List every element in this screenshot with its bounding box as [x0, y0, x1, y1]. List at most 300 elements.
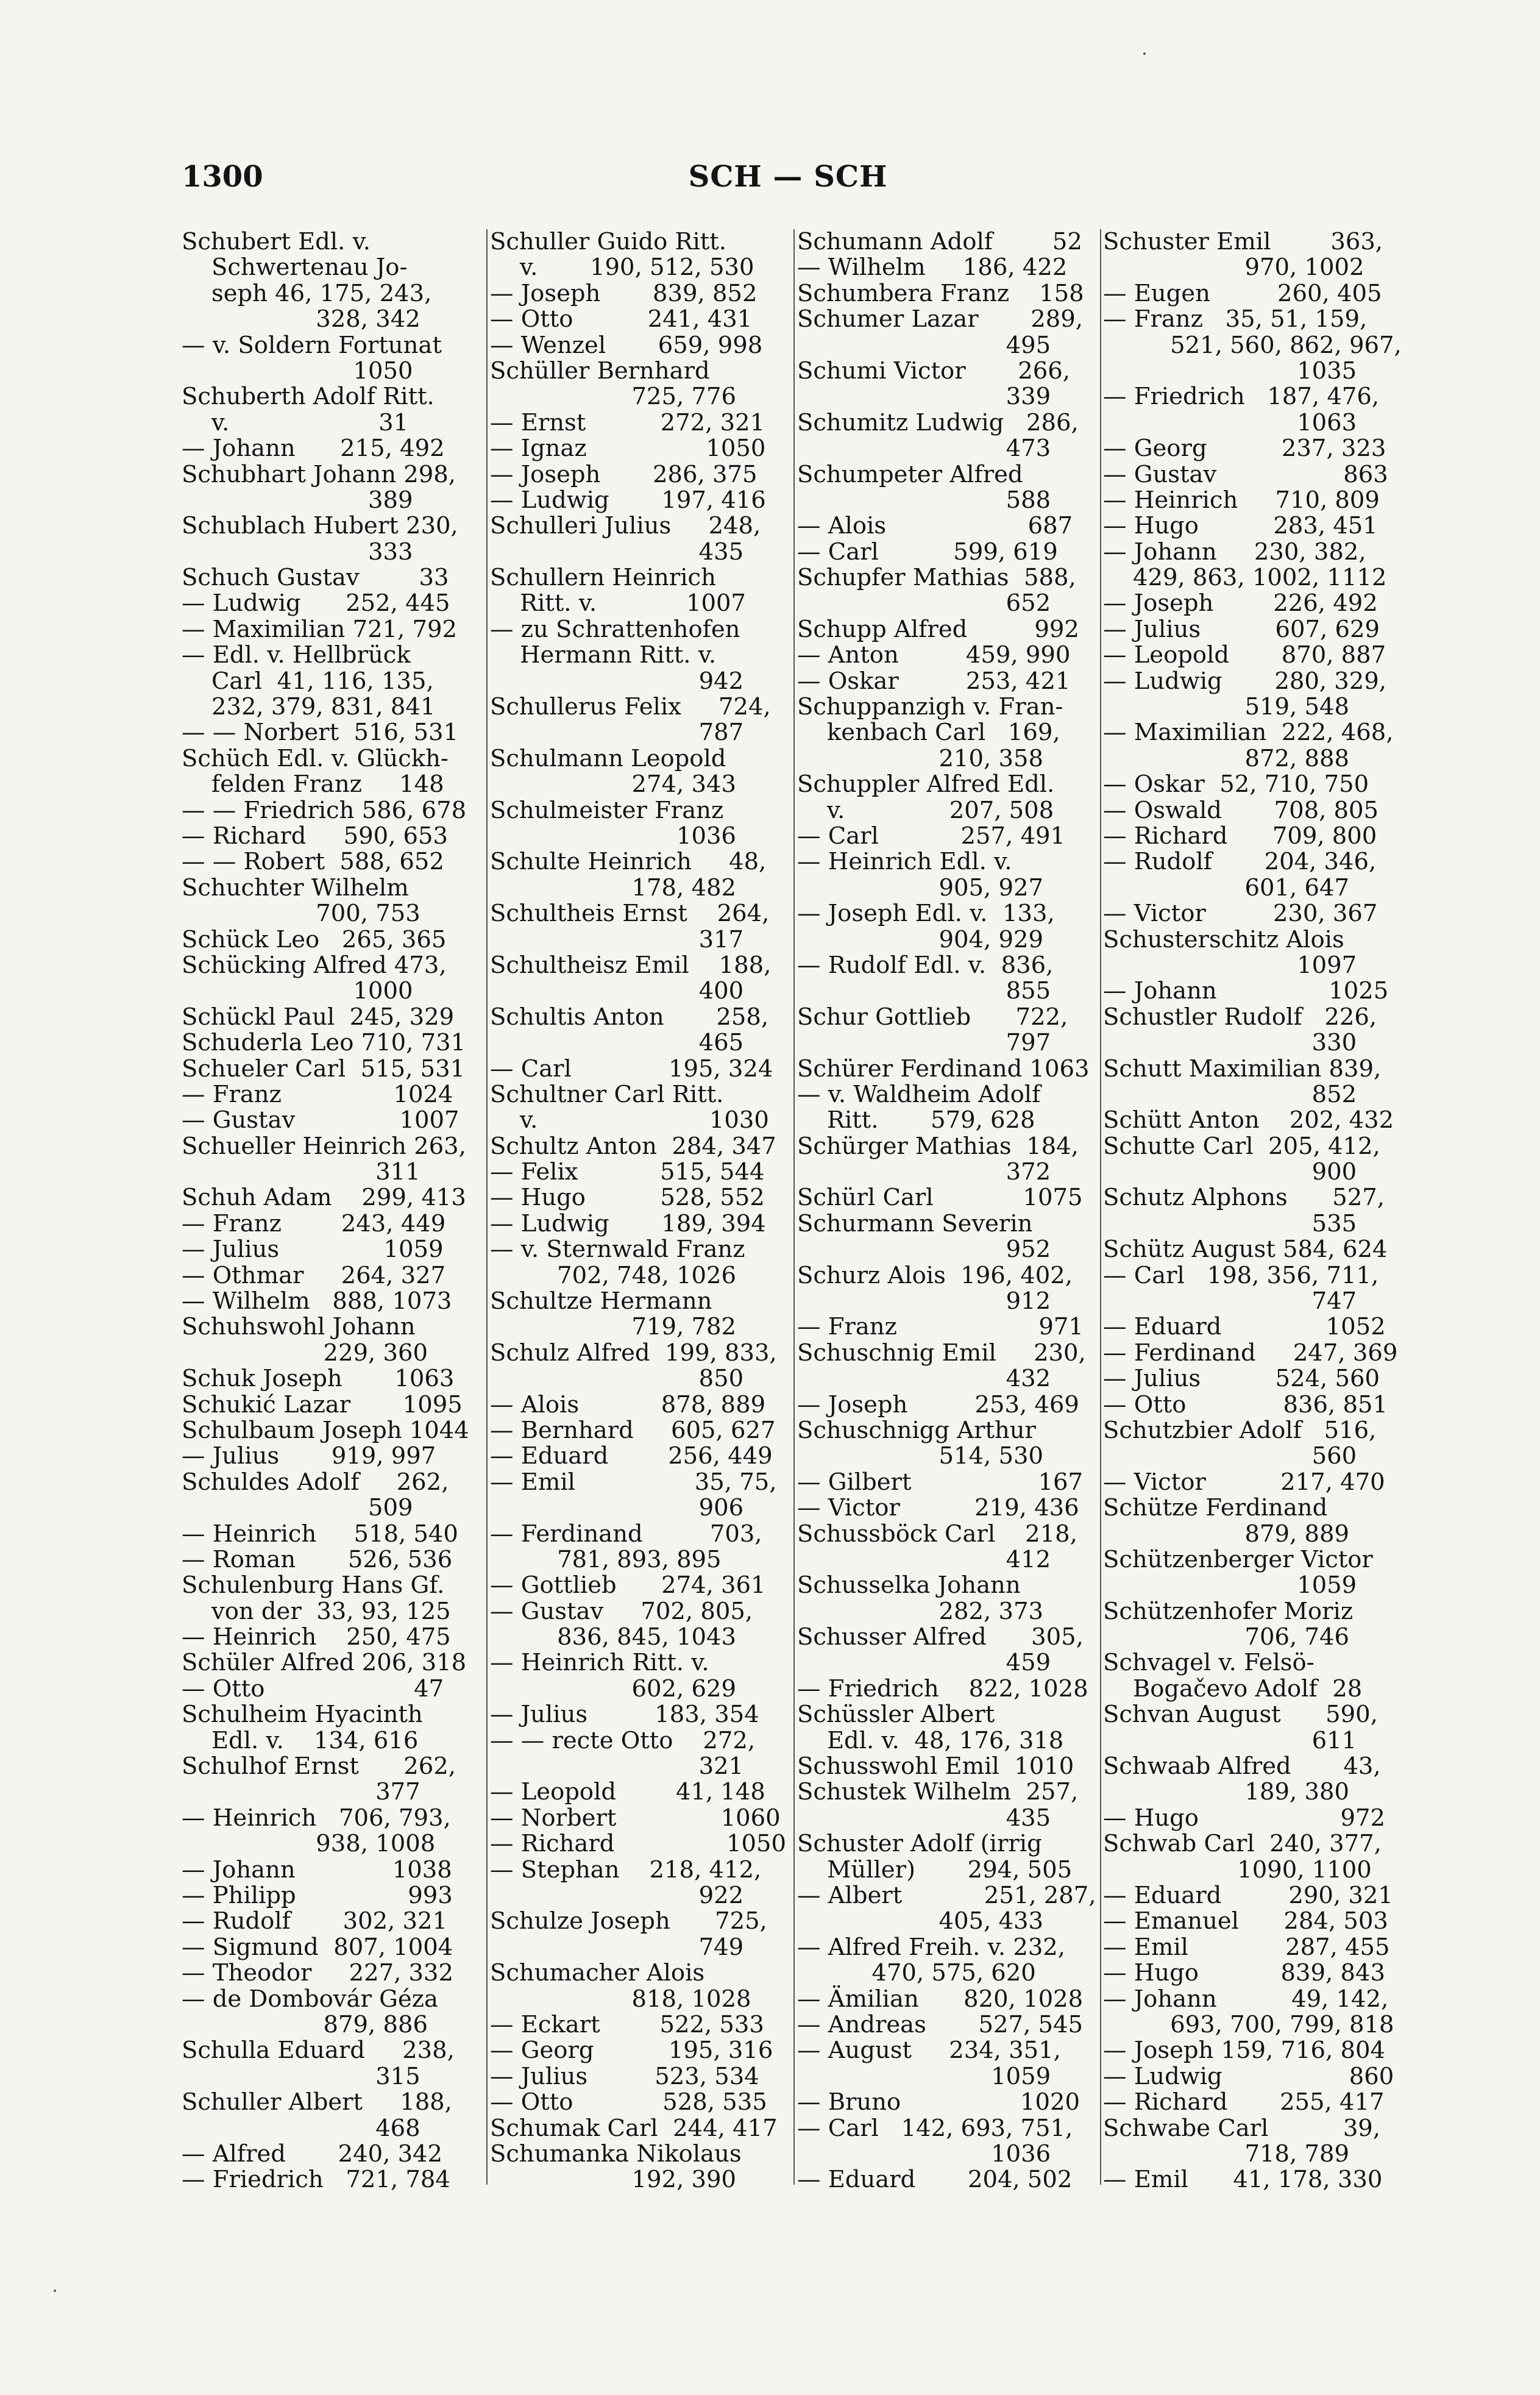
- index-line: — Heinrich 706, 793,: [182, 1804, 451, 1832]
- index-line: Schusselka Johann: [797, 1571, 1021, 1600]
- index-line: — Heinrich 518, 540: [182, 1520, 458, 1548]
- index-line: — Hugo 283, 451: [1103, 512, 1378, 540]
- index-line: Schulmann Leopold: [490, 744, 726, 772]
- index-line: — Emil 287, 455: [1103, 1933, 1390, 1961]
- index-line: Schubert Edl. v.: [182, 228, 371, 255]
- index-line: 1000: [182, 977, 413, 1005]
- index-line: — Otto 836, 851: [1103, 1390, 1388, 1418]
- index-line: Schustek Wilhelm 257,: [797, 1778, 1079, 1806]
- index-line: Schulbaum Joseph 1044: [182, 1416, 469, 1444]
- index-line: 189, 380: [1103, 1778, 1349, 1806]
- index-line: — Joseph 226, 492: [1103, 589, 1378, 617]
- index-line: Schürer Ferdinand 1063: [797, 1055, 1090, 1083]
- index-line: — Stephan 218, 412,: [490, 1856, 762, 1884]
- index-line: — Franz 243, 449: [182, 1209, 446, 1237]
- index-line: Schultis Anton 258,: [490, 1003, 769, 1031]
- index-line: 192, 390: [490, 2166, 736, 2194]
- index-line: 519, 548: [1103, 693, 1349, 721]
- index-line: 210, 358: [797, 744, 1043, 772]
- index-line: 818, 1028: [490, 1985, 751, 2013]
- index-line: — Otto 241, 431: [490, 305, 753, 333]
- index-line: Schutte Carl 205, 412,: [1103, 1132, 1380, 1160]
- index-line: — Hugo 839, 843: [1103, 1959, 1385, 1987]
- index-line: — Felix 515, 544: [490, 1158, 765, 1186]
- index-line: — Otto 528, 535: [490, 2088, 767, 2116]
- index-column-4: [1103, 228, 1402, 2194]
- index-line: 429, 863, 1002, 1112: [1103, 564, 1387, 592]
- index-line: 905, 927: [797, 874, 1043, 902]
- index-line: Schupp Alfred 992: [797, 615, 1079, 643]
- index-line: — Norbert 1060: [490, 1804, 781, 1832]
- index-line: 1090, 1100: [1103, 1856, 1372, 1884]
- index-line: 652: [797, 589, 1051, 617]
- index-line: Schutt Maximilian 839,: [1103, 1055, 1382, 1083]
- index-line: — Ämilian 820, 1028: [797, 1985, 1084, 2013]
- index-line: — Ludwig 252, 445: [182, 589, 450, 617]
- index-line: Schumak Carl 244, 417: [490, 2114, 778, 2142]
- index-line: Schückl Paul 245, 329: [182, 1003, 455, 1031]
- index-line: 1050: [182, 357, 413, 385]
- index-line: Schussböck Carl 218,: [797, 1520, 1077, 1548]
- index-line: — Hugo 972: [1103, 1804, 1385, 1832]
- index-line: — Emil 35, 75,: [490, 1468, 777, 1496]
- index-line: — Heinrich 710, 809: [1103, 486, 1380, 514]
- index-line: 693, 700, 799, 818: [1103, 2010, 1394, 2038]
- index-line: — Leopold 41, 148: [490, 1778, 765, 1806]
- index-line: — Ludwig 197, 416: [490, 486, 766, 514]
- index-line: — Andreas 527, 545: [797, 2010, 1083, 2038]
- index-line: Schwabe Carl 39,: [1103, 2114, 1381, 2142]
- index-line: Schuberth Adolf Ritt.: [182, 383, 435, 411]
- index-line: 952: [797, 1236, 1051, 1264]
- index-line: — Ludwig 189, 394: [490, 1209, 766, 1237]
- index-line: — Friedrich 187, 476,: [1103, 383, 1380, 411]
- index-line: 432: [797, 1365, 1051, 1393]
- index-line: Schumanka Nikolaus: [490, 2140, 742, 2168]
- index-line: 282, 373: [797, 1597, 1043, 1625]
- index-line: Schvagel v. Felsö-: [1103, 1649, 1315, 1677]
- index-line: — Maximilian 721, 792: [182, 615, 458, 643]
- index-line: — Victor 219, 436: [797, 1494, 1079, 1522]
- index-line: — Wenzel 659, 998: [490, 331, 763, 359]
- index-column-2: [490, 228, 786, 2194]
- index-line: — Alfred Freih. v. 232,: [797, 1933, 1066, 1961]
- index-line: — Wilhelm 186, 422: [797, 254, 1068, 282]
- index-line: — Ignaz 1050: [490, 435, 766, 463]
- index-line: Schütz August 584, 624: [1103, 1236, 1388, 1264]
- index-line: Schulla Eduard 238,: [182, 2037, 455, 2065]
- index-line: Schuster Emil 363,: [1103, 228, 1383, 255]
- index-line: Schützenhofer Moriz: [1103, 1597, 1354, 1625]
- index-line: 718, 789: [1103, 2140, 1349, 2168]
- index-line: — Ferdinand 247, 369: [1103, 1339, 1398, 1367]
- index-line: Schwaab Alfred 43,: [1103, 1753, 1381, 1781]
- index-line: Schüller Bernhard: [490, 357, 710, 385]
- index-line: Schulz Alfred 199, 833,: [490, 1339, 777, 1367]
- index-line: — Joseph 159, 716, 804: [1103, 2037, 1385, 2065]
- index-line: 702, 748, 1026: [490, 1261, 737, 1289]
- index-line: — Joseph Edl. v. 133,: [797, 900, 1055, 928]
- index-line: Schumpeter Alfred: [797, 460, 1023, 488]
- index-line: — Emanuel 284, 503: [1103, 1907, 1388, 1935]
- index-line: — Hugo 528, 552: [490, 1184, 765, 1212]
- index-line: — Joseph 286, 375: [490, 460, 758, 488]
- index-line: — August 234, 351,: [797, 2037, 1061, 2065]
- index-line: — Anton 459, 990: [797, 641, 1071, 669]
- index-column-3: [797, 228, 1096, 2194]
- index-line: 405, 433: [797, 1907, 1043, 1935]
- index-line: 602, 629: [490, 1674, 736, 1703]
- index-line: Schumi Victor 266,: [797, 357, 1071, 385]
- index-line: 747: [1103, 1287, 1357, 1315]
- index-line: 787: [490, 719, 744, 747]
- index-line: 509: [182, 1494, 413, 1522]
- index-line: 377: [182, 1778, 420, 1806]
- index-line: 412: [797, 1545, 1051, 1573]
- index-line: 1036: [490, 822, 736, 850]
- index-line: 611: [1103, 1726, 1357, 1754]
- index-line: Schultheis Ernst 264,: [490, 900, 770, 928]
- index-line: Schutzbier Adolf 516,: [1103, 1416, 1377, 1444]
- running-head: SCH — SCH: [688, 160, 888, 194]
- index-line: Schullerus Felix 724,: [490, 693, 771, 721]
- index-line: — — Robert 588, 652: [182, 848, 444, 876]
- index-line: — Leopold 870, 887: [1103, 641, 1386, 669]
- index-line: Hermann Ritt. v.: [490, 641, 717, 669]
- index-line: Schullern Heinrich: [490, 564, 716, 592]
- index-line: Schwertenau Jo-: [182, 254, 408, 282]
- index-line: Schücking Alfred 473,: [182, 951, 447, 979]
- index-line: 850: [490, 1365, 744, 1393]
- index-line: — Richard 255, 417: [1103, 2088, 1385, 2116]
- index-line: Schupfer Mathias 588,: [797, 564, 1076, 592]
- index-line: Schüler Alfred 206, 318: [182, 1649, 467, 1677]
- index-line: — Johann 49, 142,: [1103, 1985, 1389, 2013]
- index-line: — Sigmund 807, 1004: [182, 1933, 453, 1961]
- index-line: — Georg 237, 323: [1103, 435, 1386, 463]
- index-line: 178, 482: [490, 874, 736, 902]
- index-line: Schuchter Wilhelm: [182, 874, 409, 902]
- index-line: — Heinrich 250, 475: [182, 1623, 451, 1651]
- index-line: 942: [490, 667, 744, 695]
- index-line: Edl. v. 134, 616: [182, 1726, 419, 1754]
- index-line: Bogačevo Adolf 28: [1103, 1674, 1363, 1703]
- index-line: kenbach Carl 169,: [797, 719, 1060, 747]
- paper-speck: [54, 2290, 56, 2292]
- index-line: 725, 776: [490, 383, 736, 411]
- index-line: — Gustav 702, 805,: [490, 1597, 753, 1625]
- index-line: v. 207, 508: [797, 796, 1054, 824]
- index-line: Schumacher Alois: [490, 1959, 705, 1987]
- index-line: seph 46, 175, 243,: [182, 279, 432, 307]
- index-line: — Oskar 253, 421: [797, 667, 1071, 695]
- index-line: — Johann 1038: [182, 1856, 452, 1884]
- index-line: 970, 1002: [1103, 254, 1364, 282]
- index-line: — Theodor 227, 332: [182, 1959, 454, 1987]
- index-line: — Alois 687: [797, 512, 1073, 540]
- index-line: — Wilhelm 888, 1073: [182, 1287, 452, 1315]
- index-line: Schuschnigg Arthur: [797, 1416, 1036, 1444]
- index-line: — Bruno 1020: [797, 2088, 1080, 2116]
- index-line: 879, 889: [1103, 1520, 1349, 1548]
- index-line: 229, 360: [182, 1339, 428, 1367]
- index-line: — Carl 198, 356, 711,: [1103, 1261, 1379, 1289]
- index-line: Schusser Alfred 305,: [797, 1623, 1084, 1651]
- index-line: — Carl 599, 619: [797, 538, 1058, 566]
- index-line: — Joseph 253, 469: [797, 1390, 1079, 1418]
- index-line: — Philipp 993: [182, 1882, 453, 1909]
- index-line: 274, 343: [490, 770, 736, 799]
- index-line: — Bernhard 605, 627: [490, 1416, 776, 1444]
- index-line: felden Franz 148: [182, 770, 444, 799]
- index-line: Schultz Anton 284, 347: [490, 1132, 776, 1160]
- index-line: Schüch Edl. v. Glückh-: [182, 744, 449, 772]
- index-line: von der 33, 93, 125: [182, 1597, 451, 1625]
- index-line: 400: [490, 977, 744, 1005]
- index-line: v. 190, 512, 530: [490, 254, 754, 282]
- index-line: Schuderla Leo 710, 731: [182, 1029, 466, 1057]
- index-line: — Franz 1024: [182, 1080, 453, 1108]
- index-line: 1059: [797, 2062, 1051, 2090]
- index-line: — Joseph 839, 852: [490, 279, 758, 307]
- index-line: — Otto 47: [182, 1674, 444, 1703]
- index-line: — Maximilian 222, 468,: [1103, 719, 1394, 747]
- index-line: — Gustav 1007: [182, 1106, 460, 1134]
- index-line: Schustler Rudolf 226,: [1103, 1003, 1377, 1031]
- index-line: 1097: [1103, 951, 1357, 979]
- index-line: Schuldes Adolf 262,: [182, 1468, 449, 1496]
- index-line: — Gustav 863: [1103, 460, 1388, 488]
- index-line: 900: [1103, 1158, 1357, 1186]
- index-line: Schüssler Albert: [797, 1701, 995, 1729]
- index-line: — Victor 230, 367: [1103, 900, 1378, 928]
- index-line: 535: [1103, 1209, 1357, 1237]
- index-line: — Friedrich 721, 784: [182, 2166, 450, 2194]
- index-line: Schützenberger Victor: [1103, 1545, 1373, 1573]
- index-line: Schulte Heinrich 48,: [490, 848, 767, 876]
- index-line: 311: [182, 1158, 420, 1186]
- index-line: — Johann 215, 492: [182, 435, 445, 463]
- index-line: 706, 746: [1103, 1623, 1349, 1651]
- index-line: Schukić Lazar 1095: [182, 1390, 463, 1418]
- index-line: — v. Sternwald Franz: [490, 1236, 745, 1264]
- index-line: Schumbera Franz 158: [797, 279, 1084, 307]
- index-line: — Friedrich 822, 1028: [797, 1674, 1088, 1703]
- index-line: — zu Schrattenhofen: [490, 615, 740, 643]
- index-line: — Carl 142, 693, 751,: [797, 2114, 1073, 2142]
- index-line: Schuller Albert 188,: [182, 2088, 452, 2116]
- index-line: v. 1030: [490, 1106, 769, 1134]
- index-line: Schuh Adam 299, 413: [182, 1184, 466, 1212]
- index-line: Schück Leo 265, 365: [182, 925, 447, 953]
- index-line: Schuch Gustav 33: [182, 564, 449, 592]
- index-line: Schütze Ferdinand: [1103, 1494, 1328, 1522]
- index-line: — Gilbert 167: [797, 1468, 1083, 1496]
- index-line: 912: [797, 1287, 1051, 1315]
- index-line: 435: [797, 1804, 1051, 1832]
- index-line: — — Friedrich 586, 678: [182, 796, 467, 824]
- index-line: 465: [490, 1029, 744, 1057]
- index-line: — Edl. v. Hellbrück: [182, 641, 411, 669]
- index-line: — Rudolf Edl. v. 836,: [797, 951, 1054, 979]
- index-line: 1036: [797, 2140, 1051, 2168]
- index-line: — — recte Otto 272,: [490, 1726, 756, 1754]
- index-line: Schuschnig Emil 230,: [797, 1339, 1086, 1367]
- index-line: Schuppler Alfred Edl.: [797, 770, 1055, 799]
- index-line: — Richard 709, 800: [1103, 822, 1377, 850]
- index-line: Schur Gottlieb 722,: [797, 1003, 1068, 1031]
- index-line: 719, 782: [490, 1313, 736, 1341]
- page-number: 1300: [182, 160, 263, 194]
- index-line: 232, 379, 831, 841: [182, 693, 436, 721]
- index-line: Schulmeister Franz: [490, 796, 724, 824]
- column-rule: [793, 229, 795, 2185]
- index-line: — Eduard 1052: [1103, 1313, 1386, 1341]
- index-line: Schuller Guido Ritt.: [490, 228, 726, 255]
- index-line: Schuhswohl Johann: [182, 1313, 416, 1341]
- index-line: — Ludwig 280, 329,: [1103, 667, 1387, 695]
- index-line: 879, 886: [182, 2010, 428, 2038]
- index-line: 781, 893, 895: [490, 1545, 722, 1573]
- index-line: — de Dombovár Géza: [182, 1985, 438, 2013]
- index-line: — Julius 524, 560: [1103, 1365, 1380, 1393]
- index-line: 339: [797, 383, 1051, 411]
- index-line: Schvan August 590,: [1103, 1701, 1378, 1729]
- index-line: — Roman 526, 536: [182, 1545, 453, 1573]
- index-line: Schuk Joseph 1063: [182, 1365, 455, 1393]
- index-column-1: [182, 229, 469, 2193]
- index-line: 328, 342: [182, 305, 420, 333]
- index-line: 601, 647: [1103, 874, 1349, 902]
- index-line: 749: [490, 1933, 744, 1961]
- index-line: — Julius 919, 997: [182, 1442, 436, 1470]
- index-line: Ritt. 579, 628: [797, 1106, 1035, 1134]
- index-line: 372: [797, 1158, 1051, 1186]
- index-line: 922: [490, 1882, 744, 1909]
- index-line: — Eduard 256, 449: [490, 1442, 773, 1470]
- index-line: — Heinrich Ritt. v.: [490, 1649, 709, 1677]
- index-line: — Ludwig 860: [1103, 2062, 1394, 2090]
- index-line: Schultner Carl Ritt.: [490, 1080, 724, 1108]
- index-line: Schusswohl Emil 1010: [797, 1753, 1074, 1781]
- index-line: Schumer Lazar 289,: [797, 305, 1084, 333]
- index-line: 1059: [1103, 1571, 1357, 1600]
- index-line: Carl 41, 116, 135,: [182, 667, 434, 695]
- index-line: 389: [182, 486, 413, 514]
- index-line: 470, 575, 620: [797, 1959, 1036, 1987]
- index-line: — Franz 35, 51, 159,: [1103, 305, 1368, 333]
- index-line: 459: [797, 1649, 1051, 1677]
- index-line: — v. Waldheim Adolf: [797, 1080, 1041, 1108]
- page-header: [182, 160, 1394, 202]
- index-line: 521, 560, 862, 967,: [1103, 331, 1402, 359]
- index-line: — Gottlieb 274, 361: [490, 1571, 766, 1600]
- index-line: — Ernst 272, 321: [490, 408, 765, 436]
- index-line: — Victor 217, 470: [1103, 1468, 1385, 1496]
- index-line: — Julius 607, 629: [1103, 615, 1380, 643]
- index-line: 588: [797, 486, 1051, 514]
- index-line: — Oskar 52, 710, 750: [1103, 770, 1369, 799]
- index-line: — Eugen 260, 405: [1103, 279, 1382, 307]
- index-line: 836, 845, 1043: [490, 1623, 737, 1651]
- index-line: — Heinrich Edl. v.: [797, 848, 1012, 876]
- index-line: Schutz Alphons 527,: [1103, 1184, 1385, 1212]
- index-line: Schultze Hermann: [490, 1287, 712, 1315]
- index-line: Schuppanzigh v. Fran-: [797, 693, 1063, 721]
- index-line: Schütt Anton 202, 432: [1103, 1106, 1394, 1134]
- index-line: 906: [490, 1494, 744, 1522]
- index-line: Schueller Heinrich 263,: [182, 1132, 466, 1160]
- index-line: — Richard 590, 653: [182, 822, 449, 850]
- column-rule: [1100, 229, 1101, 2185]
- index-line: — Othmar 264, 327: [182, 1261, 446, 1289]
- index-line: 333: [182, 538, 413, 566]
- index-line: — Franz 971: [797, 1313, 1084, 1341]
- index-line: v. 31: [182, 408, 409, 436]
- index-line: Schulhof Ernst 262,: [182, 1753, 456, 1781]
- index-line: — Rudolf 204, 346,: [1103, 848, 1377, 876]
- index-line: Schusterschitz Alois: [1103, 925, 1344, 953]
- index-line: 321: [490, 1753, 744, 1781]
- index-line: Schultheisz Emil 188,: [490, 951, 772, 979]
- index-line: Müller) 294, 505: [797, 1856, 1073, 1884]
- index-line: — Julius 523, 534: [490, 2062, 759, 2090]
- index-line: — Carl 257, 491: [797, 822, 1065, 850]
- index-line: Schwab Carl 240, 377,: [1103, 1830, 1382, 1858]
- index-line: 855: [797, 977, 1051, 1005]
- index-line: Schuster Adolf (irrig: [797, 1830, 1042, 1858]
- index-line: — v. Soldern Fortunat: [182, 331, 442, 359]
- index-line: Schubhart Johann 298,: [182, 460, 456, 488]
- index-line: Schürger Mathias 184,: [797, 1132, 1079, 1160]
- index-line: — Johann 1025: [1103, 977, 1389, 1005]
- index-line: 468: [182, 2114, 420, 2142]
- index-line: — Eduard 204, 502: [797, 2166, 1073, 2194]
- index-line: — Eckart 522, 533: [490, 2010, 764, 2038]
- index-line: Schurz Alois 196, 402,: [797, 1261, 1073, 1289]
- index-line: Ritt. v. 1007: [490, 589, 746, 617]
- paper-speck: [1143, 52, 1146, 55]
- index-line: 495: [797, 331, 1051, 359]
- index-line: Schürl Carl 1075: [797, 1184, 1083, 1212]
- index-line: — Ferdinand 703,: [490, 1520, 762, 1548]
- index-line: 315: [182, 2062, 420, 2090]
- index-line: 473: [797, 435, 1051, 463]
- index-line: 797: [797, 1029, 1051, 1057]
- index-line: — Carl 195, 324: [490, 1055, 773, 1083]
- index-line: 560: [1103, 1442, 1357, 1470]
- index-line: 852: [1103, 1080, 1357, 1108]
- index-line: Schulleri Julius 248,: [490, 512, 761, 540]
- index-line: 872, 888: [1103, 744, 1349, 772]
- index-line: 938, 1008: [182, 1830, 436, 1858]
- index-line: Schulze Joseph 725,: [490, 1907, 767, 1935]
- index-line: — Alois 878, 889: [490, 1390, 766, 1418]
- index-line: — Eduard 290, 321: [1103, 1882, 1393, 1909]
- column-rule: [486, 229, 488, 2185]
- index-line: — — Norbert 516, 531: [182, 719, 458, 747]
- index-line: Schumitz Ludwig 286,: [797, 408, 1079, 436]
- index-line: 514, 530: [797, 1442, 1043, 1470]
- index-line: 1035: [1103, 357, 1357, 385]
- index-line: 435: [490, 538, 744, 566]
- index-line: — Albert 251, 287,: [797, 1882, 1096, 1909]
- index-line: 904, 929: [797, 925, 1043, 953]
- index-line: Schumann Adolf 52: [797, 228, 1082, 255]
- index-line: Schulenburg Hans Gf.: [182, 1571, 445, 1600]
- index-line: — Julius 1059: [182, 1236, 444, 1264]
- index-line: — Rudolf 302, 321: [182, 1907, 448, 1935]
